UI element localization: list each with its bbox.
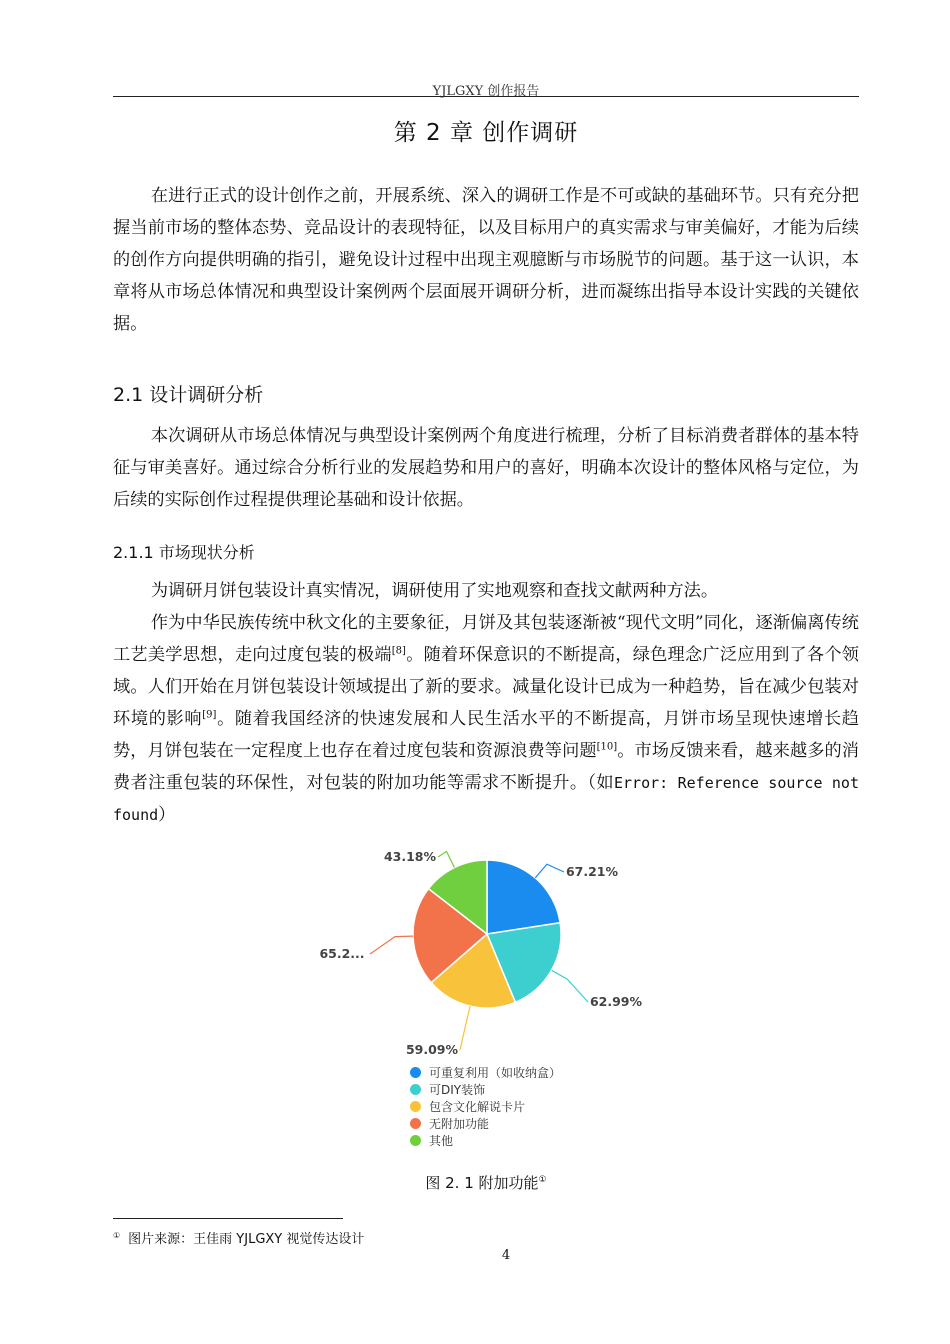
pie-data-label: 62.99% bbox=[589, 994, 643, 1009]
chart-legend bbox=[410, 1064, 561, 1149]
page-header: YJLGXY 创作报告 bbox=[432, 84, 540, 99]
footnote bbox=[113, 1228, 364, 1247]
paragraph-text: 作为中华民族传统中秋文化的主要象征，月饼及其包装逐渐被“现代文明”同化，逐渐偏离传统工艺美学思想，走向过度包装的极端 bbox=[113, 613, 859, 665]
header-divider bbox=[113, 96, 859, 97]
pie-leader-line bbox=[535, 864, 564, 878]
legend-item bbox=[410, 1098, 561, 1115]
footnote-text: 图片来源：王佳雨 YJLGXY 视觉传达设计 bbox=[128, 1232, 365, 1247]
footnote-divider bbox=[113, 1218, 343, 1219]
legend-label: 包含文化解说卡片 bbox=[429, 1100, 526, 1114]
legend-swatch bbox=[410, 1067, 421, 1078]
legend-item bbox=[410, 1064, 561, 1081]
citation-8[interactable]: [8] bbox=[391, 645, 406, 657]
citation-9[interactable]: [9] bbox=[202, 709, 217, 721]
legend-swatch bbox=[410, 1135, 421, 1146]
legend-label: 无附加功能 bbox=[429, 1117, 490, 1131]
figure-caption bbox=[113, 1172, 859, 1193]
paragraph-text: 。随着环保意识的不断提高，绿色理念广泛应用到了各个领域。人们开始在月饼包装设计领域提出了新的要求。减量化设计已成为一种趋势，旨在减少包装对环境的影响 bbox=[113, 645, 859, 729]
caption-footnote-mark[interactable]: ① bbox=[538, 1175, 547, 1185]
legend-label: 可DIY装饰 bbox=[429, 1083, 486, 1097]
citation-10[interactable]: [10] bbox=[596, 741, 618, 753]
legend-label: 其他 bbox=[429, 1134, 454, 1148]
legend-item bbox=[410, 1132, 561, 1149]
pie-data-label: 59.09% bbox=[405, 1042, 459, 1057]
pie-leader-line bbox=[370, 936, 413, 954]
legend-swatch bbox=[410, 1101, 421, 1112]
legend-label: 可重复利用（如收纳盒） bbox=[429, 1066, 562, 1080]
legend-item bbox=[410, 1081, 561, 1098]
pie-leader-line bbox=[551, 970, 588, 1002]
pie-slice bbox=[487, 860, 560, 934]
section-2-1-paragraph: 本次调研从市场总体情况与典型设计案例两个角度进行梳理，分析了目标消费者群体的基本特征与审美喜好。通过综合分析行业的发展趋势和用户的喜好，明确本次设计的整体风格与定位，为后续的实际创作过程提供理论基础和设计依据。 bbox=[113, 426, 859, 510]
footnote-mark: ① bbox=[113, 1230, 121, 1240]
pie-leader-line bbox=[438, 851, 454, 867]
intro-paragraph: 在进行正式的设计创作之前，开展系统、深入的调研工作是不可或缺的基础环节。只有充分把握当前市场的整体态势、竞品设计的表现特征，以及目标用户的真实需求与审美偏好，才能为后续的创作方向提供明确的指引，避免设计过程中出现主观臆断与市场脱节的问题。基于这一认识，本章将从市场总体情况和典型设计案例两个层面展开调研分析，进而凝练出指导本设计实践的关键依据。 bbox=[113, 186, 859, 334]
pie-data-label: 67.21% bbox=[565, 864, 619, 879]
chapter-title: 第 2 章 创作调研 bbox=[393, 120, 579, 146]
paragraph-text: 。随着我国经济的快速发展和人民生活水平的不断提高，月饼市场呈现快速增长趋势，月饼包装在一定程度上也存在着过度包装和资源浪费等问题 bbox=[113, 709, 859, 761]
paragraph-text: 。市场反馈来看，越来越多的消费者注重包装的环保性，对包装的附加功能等需求不断提升。（如 bbox=[113, 741, 859, 793]
paragraph-text: ） bbox=[158, 805, 176, 825]
pie-leader-line bbox=[460, 1006, 470, 1050]
section-heading-2-1: 2.1 设计调研分析 bbox=[113, 384, 264, 406]
section-heading-2-1-1: 2.1.1 市场现状分析 bbox=[113, 543, 255, 562]
section-2-1-1-paragraph-2 bbox=[113, 607, 859, 831]
page-number: 4 bbox=[501, 1248, 511, 1263]
legend-swatch bbox=[410, 1084, 421, 1095]
caption-text: 图 2. 1 附加功能 bbox=[425, 1174, 539, 1192]
section-2-1-1-paragraph-1: 为调研月饼包装设计真实情况，调研使用了实地观察和查找文献两种方法。 bbox=[150, 581, 719, 601]
legend-swatch bbox=[410, 1118, 421, 1129]
legend-item bbox=[410, 1115, 561, 1132]
reference-error-text: Error: Reference source not found bbox=[113, 774, 859, 824]
pie-data-label: 65.2... bbox=[319, 946, 365, 961]
pie-data-label: 43.18% bbox=[383, 849, 437, 864]
